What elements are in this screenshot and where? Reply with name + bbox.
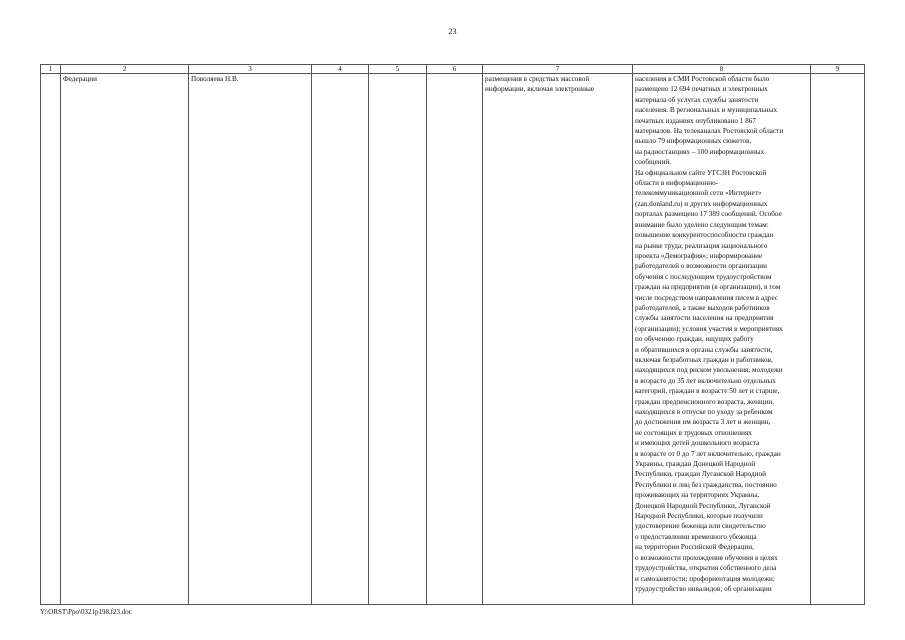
text-line: в возрасте до 35 лет включительно отдельных [635, 376, 776, 385]
page-number: 23 [448, 27, 457, 36]
footer-file-path: Y:\ORST\Ppo\0321p198.f23.doc [40, 608, 132, 616]
column-header: 8 [633, 65, 811, 74]
text-line: населения. В региональных и муниципальных [635, 106, 778, 115]
text-line: телекоммуникационной сети «Интернет» [635, 189, 762, 198]
text-line: внимание было уделено следующим темам: [635, 220, 769, 229]
cell-col1 [41, 74, 61, 605]
text-line: удостоверение беженца или свидетельство [635, 522, 766, 531]
cell-col7 [483, 74, 633, 605]
text-line: граждан предпенсионного возраста, женщин, [635, 397, 775, 406]
text-line: трудоустройства, открытия собственного дела [635, 564, 777, 573]
column-header: 5 [369, 65, 427, 74]
text-line: проживающих на территориях Украины, [635, 491, 760, 500]
column-header: 7 [483, 65, 633, 74]
text-line: порталах размещено 17 389 сообщений. Особое [635, 210, 782, 219]
text-line: Республики, граждан Луганской Народной [635, 470, 766, 479]
text-line: печатных изданиях опубликовано 1 867 [635, 116, 756, 125]
text-line: работодателей, а также выходов работников [635, 303, 770, 312]
column-header: 9 [811, 65, 865, 74]
text-line: размещения в средствах массовой [485, 75, 590, 83]
column-header: 3 [189, 65, 312, 74]
cell-col4 [312, 74, 369, 605]
text-line: находящихся под риском увольнения, молодежи [635, 366, 783, 375]
text-line: сообщений. [635, 158, 672, 167]
text-line: населения в СМИ Ростовской области было [635, 75, 770, 83]
text-line: проекта «Демография»; информирование [635, 251, 763, 260]
text-line: не состоящих в трудовых отношениях [635, 428, 752, 437]
cell-col3: Поволяева Н.В. [189, 74, 312, 605]
cell-col8 [633, 74, 811, 605]
text-line: (zan.donland.ru) и других информационных [635, 199, 768, 208]
text-line: материалов. На телеканалах Ростовской области [635, 127, 784, 136]
text-line: и самозанятости; профориентация молодежи; [635, 574, 775, 583]
cell-col2: Федерации [61, 74, 189, 605]
text-line: работодателей о возможности организации [635, 262, 767, 271]
text-line: находящихся в отпуске по уходу за ребенком [635, 408, 773, 416]
text-line: граждан на предприятия (в организации), в том [635, 283, 781, 292]
text-line: на радиостанциях – 100 информационных [635, 147, 765, 156]
table-header-row [41, 65, 865, 74]
table-row [41, 74, 865, 605]
cell-col5 [369, 74, 427, 605]
text-line: Донецкой Народной Республики, Луганской [635, 501, 771, 510]
text-line: Народной Республики, которые получили [635, 512, 763, 521]
text-line: информации, включая электронные [485, 85, 594, 94]
cell-col9 [811, 74, 865, 605]
document-table [40, 64, 865, 605]
cell-col6 [427, 74, 483, 605]
text-line: в возрасте от 0 до 7 лет включительно, граждан [635, 449, 781, 458]
text-line: области в информационно- [635, 179, 719, 188]
text-line: категорий, граждан в возрасте 50 лет и старше, [635, 387, 780, 396]
text-line: размещено 12 694 печатных и электронных [635, 85, 768, 94]
column-header: 6 [427, 65, 483, 74]
text-line: обучения с последующим трудоустройством [635, 272, 772, 281]
column-header: 1 [41, 65, 61, 74]
text-line: На официальном сайте УГСЗН Ростовской [635, 168, 767, 177]
text-line: Республики и лиц без гражданства, постоянно [635, 480, 777, 489]
text-line: и имеющих детей дошкольного возраста [635, 439, 760, 448]
text-line: трудоустройство инвалидов; об организации [635, 584, 772, 593]
text-line: о возможности прохождения обучения в целях [635, 553, 778, 562]
text-line: по обучению граждан, ищущих работу [635, 335, 754, 344]
column-header: 2 [61, 65, 189, 74]
text-line: на рынке труда; реализация национального [635, 241, 768, 250]
text-line: на территории Российской Федерации, [635, 543, 754, 552]
text-line: повышение конкурентоспособности граждан [635, 231, 774, 240]
text-line: включая безработных граждан и работников, [635, 355, 773, 364]
text-line: службы занятости населения на предприятия [635, 314, 774, 323]
text-line: (организации); условия участия в мероприятиях [635, 324, 783, 333]
text-line: о предоставлении временного убежища [635, 532, 757, 541]
text-line: вышло 79 информационных сюжетов, [635, 137, 752, 146]
column-header: 4 [312, 65, 369, 74]
text-line: числе посредством направления писем в адрес [635, 293, 778, 302]
text-line: до достижения им возраста 3 лет и женщин, [635, 418, 771, 427]
text-line: и обратившихся в органы службы занятости, [635, 345, 773, 354]
text-line: материала об услугах службы занятости [635, 95, 759, 104]
text-line: Украины, граждан Донецкой Народной [635, 460, 756, 469]
